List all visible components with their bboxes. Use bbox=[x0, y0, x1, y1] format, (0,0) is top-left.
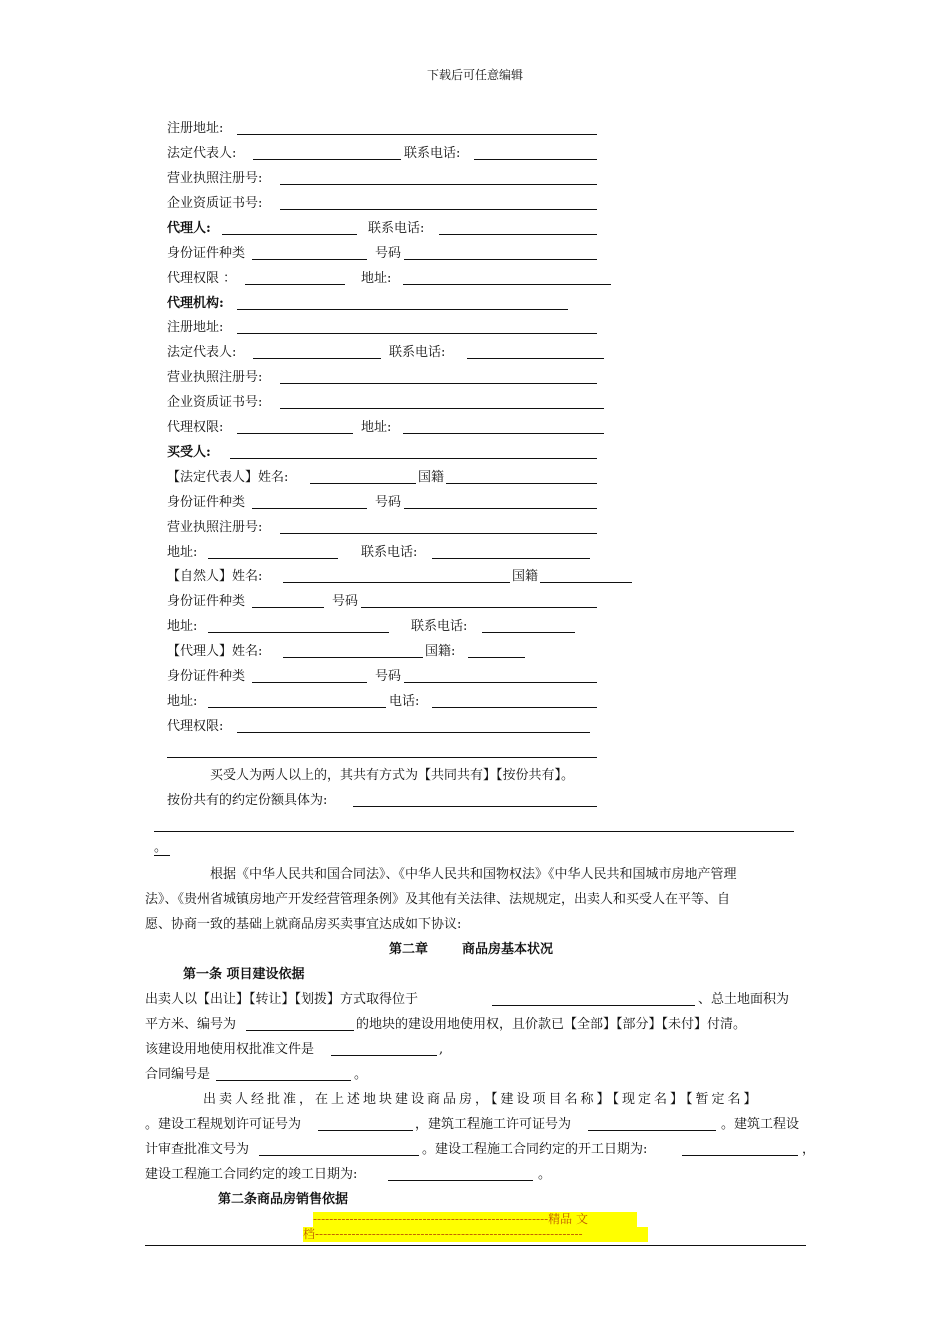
page-header: 下载后可任意编辑 bbox=[426, 68, 523, 82]
article-1-p4b: 。 bbox=[354, 1067, 368, 1082]
article-2-title: 第二条商品房销售依据 bbox=[218, 1192, 349, 1207]
article-1-p8b: 。 bbox=[538, 1167, 552, 1182]
article-1-p4a: 合同编号是 bbox=[145, 1067, 211, 1082]
buyer-agent-name-label: 【代理人】姓名: bbox=[167, 644, 263, 659]
buyer-id-no-2-label: 号码 bbox=[332, 594, 359, 609]
buyer-id-no-2-blank[interactable] bbox=[361, 607, 597, 608]
agency-phone-blank[interactable] bbox=[467, 358, 604, 359]
buyer-id-type-1-blank[interactable] bbox=[252, 508, 367, 509]
address-blank[interactable] bbox=[403, 284, 611, 285]
agency-address-label: 地址: bbox=[361, 420, 392, 435]
article-1-p3a: 该建设用地使用权批准文件是 bbox=[145, 1042, 315, 1057]
share-end-underline bbox=[154, 855, 170, 856]
buyer-id-no-1-blank[interactable] bbox=[404, 508, 597, 509]
address-label: 地址: bbox=[361, 271, 392, 286]
article-1-p2b: 的地块的建设用地使用权，且价款已【全部】【部分】【未付】付清。 bbox=[356, 1017, 747, 1032]
article-1-p3b: , bbox=[439, 1042, 444, 1057]
buyer-blank[interactable] bbox=[230, 458, 597, 459]
article-1-p2a: 平方米、编号为 bbox=[145, 1017, 237, 1032]
agent-label: 代理人: bbox=[167, 221, 211, 236]
buyer-id-no-3-label: 号码 bbox=[375, 669, 402, 684]
article-1-p6a: 。建设工程规划许可证号为 bbox=[145, 1117, 302, 1132]
buyer-nationality-1-blank[interactable] bbox=[446, 483, 597, 484]
buyer-id-no-3-blank[interactable] bbox=[404, 682, 597, 683]
buyer-phone-2-blank[interactable] bbox=[482, 632, 575, 633]
article-1-p5: 出卖人经批准，在上述地块建设商品房，【建设项目名称】【现定名】【暂定名】 bbox=[203, 1092, 760, 1107]
buyer-authority-blank-2[interactable] bbox=[167, 757, 597, 758]
buyer-nationality-3-blank[interactable] bbox=[468, 657, 525, 658]
legal-rep-label: 法定代表人: bbox=[167, 146, 237, 161]
buyer-address-2-label: 地址: bbox=[167, 619, 198, 634]
phone-blank[interactable] bbox=[474, 159, 597, 160]
qual-cert-blank[interactable] bbox=[280, 209, 597, 210]
license-no-blank[interactable] bbox=[280, 184, 597, 185]
agent-phone-blank[interactable] bbox=[439, 234, 597, 235]
article-1-p7c: ， bbox=[802, 1142, 816, 1157]
construction-permit-blank[interactable] bbox=[588, 1130, 716, 1131]
share-blank-2[interactable] bbox=[154, 831, 794, 832]
authority-blank[interactable] bbox=[245, 284, 345, 285]
id-type-label: 身份证件种类 bbox=[167, 246, 246, 261]
buyer-address-1-blank[interactable] bbox=[208, 558, 338, 559]
planning-permit-blank[interactable] bbox=[318, 1130, 413, 1131]
share-end-mark: 。 bbox=[154, 840, 168, 855]
buyer-phone-1-label: 联系电话: bbox=[361, 545, 418, 560]
co-own-text: 买受人为两人以上的，其共有方式为【共同共有】【按份共有】。 bbox=[210, 768, 575, 783]
buyer-natural-name-label: 【自然人】姓名: bbox=[167, 569, 263, 584]
buyer-nationality-2-blank[interactable] bbox=[540, 582, 632, 583]
reg-address-label: 注册地址: bbox=[167, 121, 224, 136]
buyer-natural-name-blank[interactable] bbox=[283, 582, 510, 583]
agency-authority-label: 代理权限: bbox=[167, 420, 224, 435]
phone-label: 联系电话: bbox=[404, 146, 461, 161]
buyer-title: 买受人: bbox=[167, 445, 211, 460]
buyer-nationality-3-label: 国籍: bbox=[425, 644, 456, 659]
buyer-address-1-label: 地址: bbox=[167, 545, 198, 560]
buyer-address-3-label: 地址: bbox=[167, 694, 198, 709]
footer-watermark-line-1: ----------------------------------------------------------精品 文 bbox=[313, 1212, 637, 1227]
start-date-blank[interactable] bbox=[682, 1155, 798, 1156]
agency-license-no-blank[interactable] bbox=[280, 383, 597, 384]
agency-qual-cert-blank[interactable] bbox=[280, 408, 604, 409]
agency-blank[interactable] bbox=[237, 309, 568, 310]
qual-cert-label: 企业资质证书号: bbox=[167, 196, 263, 211]
share-label: 按份共有的约定份额具体为: bbox=[167, 793, 328, 808]
reg-address-blank[interactable] bbox=[237, 134, 597, 135]
article-1-title: 第一条 项目建设依据 bbox=[183, 967, 305, 982]
authority-label: 代理权限 ： bbox=[167, 271, 237, 286]
land-number-blank[interactable] bbox=[246, 1030, 354, 1031]
buyer-legal-rep-name-label: 【法定代表人】姓名: bbox=[167, 470, 289, 485]
buyer-license-no-label: 营业执照注册号: bbox=[167, 520, 263, 535]
share-blank[interactable] bbox=[353, 806, 597, 807]
buyer-id-type-1-label: 身份证件种类 bbox=[167, 495, 246, 510]
preamble-line-3: 愿、协商一致的基础上就商品房买卖事宜达成如下协议: bbox=[145, 917, 462, 932]
agent-phone-label: 联系电话: bbox=[368, 221, 425, 236]
buyer-address-2-blank[interactable] bbox=[208, 632, 389, 633]
preamble-line-1: 根据《中华人民共和国合同法》、《中华人民共和国物权法》《中华人民共和国城市房地产管理 bbox=[210, 867, 737, 882]
article-1-p7b: 。建设工程施工合同约定的开工日期为: bbox=[422, 1142, 648, 1157]
agency-legal-rep-blank[interactable] bbox=[253, 358, 381, 359]
chapter-title: 商品房基本状况 bbox=[462, 942, 554, 957]
buyer-id-type-2-blank[interactable] bbox=[252, 607, 324, 608]
chapter-number: 第二章 bbox=[389, 942, 429, 957]
buyer-phone-3-blank[interactable] bbox=[432, 707, 597, 708]
buyer-address-3-blank[interactable] bbox=[208, 707, 386, 708]
agency-authority-blank[interactable] bbox=[237, 433, 353, 434]
article-1-p1a: 出卖人以【出让】【转让】【划拨】方式取得位于 bbox=[145, 992, 419, 1007]
buyer-id-type-2-label: 身份证件种类 bbox=[167, 594, 246, 609]
buyer-phone-3-label: 电话: bbox=[389, 694, 420, 709]
buyer-id-type-3-blank[interactable] bbox=[252, 682, 367, 683]
agent-blank[interactable] bbox=[222, 234, 357, 235]
agency-reg-address-label: 注册地址: bbox=[167, 320, 224, 335]
article-1-p7a: 计审查批准文号为 bbox=[145, 1142, 250, 1157]
article-1-p1b: 、总土地面积为 bbox=[698, 992, 790, 1007]
footer-watermark-line-2: 档------------------------------------------------------------------ bbox=[303, 1227, 648, 1242]
buyer-id-no-1-label: 号码 bbox=[375, 495, 402, 510]
buyer-phone-2-label: 联系电话: bbox=[411, 619, 468, 634]
article-1-p8a: 建设工程施工合同约定的竣工日期为: bbox=[145, 1167, 358, 1182]
agency-license-no-label: 营业执照注册号: bbox=[167, 370, 263, 385]
buyer-authority-blank[interactable] bbox=[237, 732, 590, 733]
buyer-authority-label: 代理权限: bbox=[167, 719, 224, 734]
license-no-label: 营业执照注册号: bbox=[167, 171, 263, 186]
id-type-blank[interactable] bbox=[252, 259, 367, 260]
article-1-p6b: ，建筑工程施工许可证号为 bbox=[415, 1117, 572, 1132]
buyer-id-type-3-label: 身份证件种类 bbox=[167, 669, 246, 684]
legal-rep-blank[interactable] bbox=[253, 159, 401, 160]
agency-legal-rep-label: 法定代表人: bbox=[167, 345, 237, 360]
buyer-license-no-blank[interactable] bbox=[280, 533, 597, 534]
buyer-nationality-2-label: 国籍 bbox=[512, 569, 539, 584]
agency-title: 代理机构: bbox=[167, 296, 224, 311]
design-review-blank[interactable] bbox=[259, 1155, 419, 1156]
land-location-blank[interactable] bbox=[492, 1005, 695, 1006]
buyer-agent-name-blank[interactable] bbox=[283, 657, 423, 658]
buyer-nationality-1-label: 国籍 bbox=[418, 470, 445, 485]
contract-number-blank[interactable] bbox=[216, 1080, 351, 1081]
agency-address-blank[interactable] bbox=[403, 433, 604, 434]
agency-phone-label: 联系电话: bbox=[389, 345, 446, 360]
completion-date-blank[interactable] bbox=[388, 1180, 533, 1181]
agency-qual-cert-label: 企业资质证书号: bbox=[167, 395, 263, 410]
preamble-line-2: 法》、《贵州省城镇房地产开发经营管理条例》及其他有关法律、法规规定，出卖人和买受人在平等、自 bbox=[145, 892, 731, 907]
id-no-blank[interactable] bbox=[404, 259, 597, 260]
buyer-legal-rep-name-blank[interactable] bbox=[310, 483, 416, 484]
article-1-p6c: 。建筑工程设 bbox=[721, 1117, 800, 1132]
id-no-label: 号码 bbox=[375, 246, 402, 261]
approval-doc-blank[interactable] bbox=[331, 1055, 437, 1056]
footer-rule bbox=[145, 1245, 806, 1246]
agency-reg-address-blank[interactable] bbox=[237, 333, 597, 334]
buyer-phone-1-blank[interactable] bbox=[432, 558, 590, 559]
